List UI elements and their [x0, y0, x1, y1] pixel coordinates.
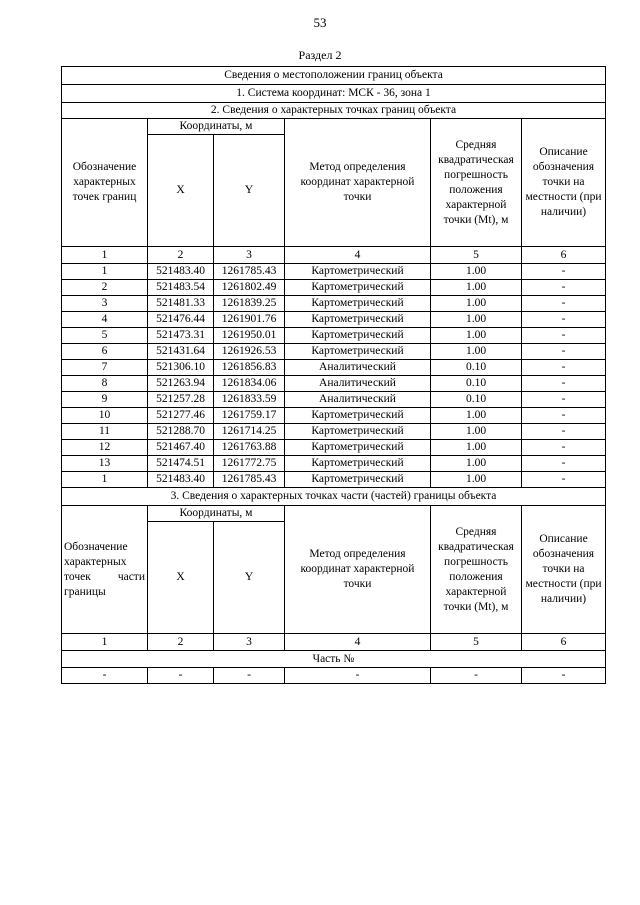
y-cell: 1261785.43 [214, 264, 285, 280]
table-row [62, 328, 606, 344]
header-x: X [148, 135, 214, 247]
table-row [62, 376, 606, 392]
error-cell: 1.00 [431, 344, 522, 360]
colnum-cell: 3 [214, 247, 285, 264]
section-title: Раздел 2 [298, 48, 342, 62]
header-point-line: точек части [64, 570, 145, 583]
x-cell: 521474.51 [148, 456, 214, 472]
x-cell: 521277.46 [148, 408, 214, 424]
y-cell: 1261714.25 [214, 424, 285, 440]
y-cell: 1261839.25 [214, 296, 285, 312]
x-cell: 521431.64 [148, 344, 214, 360]
part3-empty-row [62, 668, 606, 684]
coord-system-row [62, 85, 606, 103]
y-cell: 1261785.43 [214, 472, 285, 488]
desc-cell: - [522, 376, 606, 392]
desc-cell: - [522, 344, 606, 360]
table-row [62, 440, 606, 456]
page-number: 53 [313, 15, 327, 30]
part3-title-row [62, 488, 606, 506]
point-number-cell: 9 [62, 392, 148, 408]
point-number-cell: 7 [62, 360, 148, 376]
error-cell: 0.10 [431, 360, 522, 376]
header-point [62, 506, 148, 634]
colnum-cell: 1 [62, 634, 148, 651]
point-number-cell: 3 [62, 296, 148, 312]
header-method: Метод определения координат характерной точки [285, 119, 431, 247]
error-cell: 0.10 [431, 392, 522, 408]
method-cell: Картометрический [285, 264, 431, 280]
method-cell: Аналитический [285, 392, 431, 408]
header-point-line: Обозначение [64, 540, 128, 553]
table-row [62, 424, 606, 440]
empty-cell: - [285, 668, 431, 684]
part3-header-row [62, 506, 606, 522]
desc-cell: - [522, 456, 606, 472]
table-row [62, 344, 606, 360]
table-row [62, 472, 606, 488]
header-error: Средняя квадратическая погрешность положения характерной точки (Mt), м [431, 119, 522, 247]
method-cell: Картометрический [285, 344, 431, 360]
colnum-cell: 6 [522, 247, 606, 264]
part-number-row [62, 651, 606, 668]
table-row [62, 360, 606, 376]
empty-cell: - [522, 668, 606, 684]
error-cell: 1.00 [431, 264, 522, 280]
table-title-row [62, 67, 606, 85]
error-cell: 1.00 [431, 280, 522, 296]
part2-title-row [62, 103, 606, 119]
header-method: Метод определения координат характерной точки [285, 506, 431, 634]
desc-cell: - [522, 296, 606, 312]
y-cell: 1261802.49 [214, 280, 285, 296]
y-cell: 1261950.01 [214, 328, 285, 344]
part2-colnum-row [62, 247, 606, 264]
method-cell: Картометрический [285, 440, 431, 456]
table-row [62, 456, 606, 472]
method-cell: Картометрический [285, 296, 431, 312]
x-cell: 521483.54 [148, 280, 214, 296]
colnum-cell: 2 [148, 247, 214, 264]
header-coords: Координаты, м [148, 506, 285, 522]
colnum-cell: 6 [522, 634, 606, 651]
x-cell: 521481.33 [148, 296, 214, 312]
x-cell: 521473.31 [148, 328, 214, 344]
desc-cell: - [522, 424, 606, 440]
x-cell: 521483.40 [148, 264, 214, 280]
desc-cell: - [522, 472, 606, 488]
point-number-cell: 10 [62, 408, 148, 424]
table-row [62, 280, 606, 296]
y-cell: 1261834.06 [214, 376, 285, 392]
error-cell: 1.00 [431, 472, 522, 488]
method-cell: Картометрический [285, 312, 431, 328]
empty-cell: - [62, 668, 148, 684]
table-row [62, 392, 606, 408]
table-row [62, 408, 606, 424]
point-number-cell: 4 [62, 312, 148, 328]
method-cell: Картометрический [285, 472, 431, 488]
table-row [62, 264, 606, 280]
x-cell: 521288.70 [148, 424, 214, 440]
empty-cell: - [214, 668, 285, 684]
method-cell: Аналитический [285, 360, 431, 376]
y-cell: 1261759.17 [214, 408, 285, 424]
method-cell: Картометрический [285, 424, 431, 440]
point-number-cell: 1 [62, 472, 148, 488]
desc-cell: - [522, 360, 606, 376]
part3-colnum-row [62, 634, 606, 651]
part2-title: 2. Сведения о характерных точках границ объекта [62, 103, 606, 119]
desc-cell: - [522, 408, 606, 424]
header-coords: Координаты, м [148, 119, 285, 135]
boundary-table [61, 66, 606, 684]
x-cell: 521257.28 [148, 392, 214, 408]
coord-system: 1. Система координат: МСК - 36, зона 1 [62, 85, 606, 103]
point-number-cell: 6 [62, 344, 148, 360]
method-cell: Картометрический [285, 328, 431, 344]
desc-cell: - [522, 264, 606, 280]
colnum-cell: 4 [285, 247, 431, 264]
header-error: Средняя квадратическая погрешность положения характерной точки (Mt), м [431, 506, 522, 634]
table-row [62, 312, 606, 328]
error-cell: 1.00 [431, 440, 522, 456]
method-cell: Картометрический [285, 456, 431, 472]
point-number-cell: 12 [62, 440, 148, 456]
colnum-cell: 5 [431, 634, 522, 651]
colnum-cell: 3 [214, 634, 285, 651]
colnum-cell: 5 [431, 247, 522, 264]
part3-title: 3. Сведения о характерных точках части (частей) границы объекта [62, 488, 606, 506]
method-cell: Картометрический [285, 408, 431, 424]
point-number-cell: 11 [62, 424, 148, 440]
part-number-label: Часть № [62, 651, 606, 668]
desc-cell: - [522, 312, 606, 328]
desc-cell: - [522, 280, 606, 296]
desc-cell: - [522, 328, 606, 344]
part2-header-row [62, 119, 606, 135]
header-desc: Описание обозначения точки на местности (при наличии) [522, 119, 606, 247]
x-cell: 521263.94 [148, 376, 214, 392]
colnum-cell: 2 [148, 634, 214, 651]
y-cell: 1261901.76 [214, 312, 285, 328]
colnum-cell: 1 [62, 247, 148, 264]
error-cell: 1.00 [431, 312, 522, 328]
header-point-text [64, 540, 145, 600]
error-cell: 1.00 [431, 328, 522, 344]
error-cell: 1.00 [431, 456, 522, 472]
error-cell: 1.00 [431, 424, 522, 440]
error-cell: 0.10 [431, 376, 522, 392]
y-cell: 1261772.75 [214, 456, 285, 472]
method-cell: Аналитический [285, 376, 431, 392]
x-cell: 521306.10 [148, 360, 214, 376]
x-cell: 521476.44 [148, 312, 214, 328]
colnum-cell: 4 [285, 634, 431, 651]
x-cell: 521483.40 [148, 472, 214, 488]
point-number-cell: 5 [62, 328, 148, 344]
method-cell: Картометрический [285, 280, 431, 296]
y-cell: 1261926.53 [214, 344, 285, 360]
desc-cell: - [522, 392, 606, 408]
y-cell: 1261763.88 [214, 440, 285, 456]
header-point: Обозначение характерных точек границ [62, 119, 148, 247]
error-cell: 1.00 [431, 296, 522, 312]
point-number-cell: 2 [62, 280, 148, 296]
x-cell: 521467.40 [148, 440, 214, 456]
header-y: Y [214, 522, 285, 634]
header-point-line: характерных [64, 555, 127, 568]
header-y: Y [214, 135, 285, 247]
point-number-cell: 8 [62, 376, 148, 392]
table-title: Сведения о местоположении границ объекта [62, 67, 606, 85]
empty-cell: - [431, 668, 522, 684]
header-x: X [148, 522, 214, 634]
error-cell: 1.00 [431, 408, 522, 424]
header-desc: Описание обозначения точки на местности (при наличии) [522, 506, 606, 634]
desc-cell: - [522, 440, 606, 456]
point-number-cell: 1 [62, 264, 148, 280]
table-row [62, 296, 606, 312]
y-cell: 1261833.59 [214, 392, 285, 408]
header-point-line: границы [64, 585, 106, 598]
y-cell: 1261856.83 [214, 360, 285, 376]
empty-cell: - [148, 668, 214, 684]
point-number-cell: 13 [62, 456, 148, 472]
